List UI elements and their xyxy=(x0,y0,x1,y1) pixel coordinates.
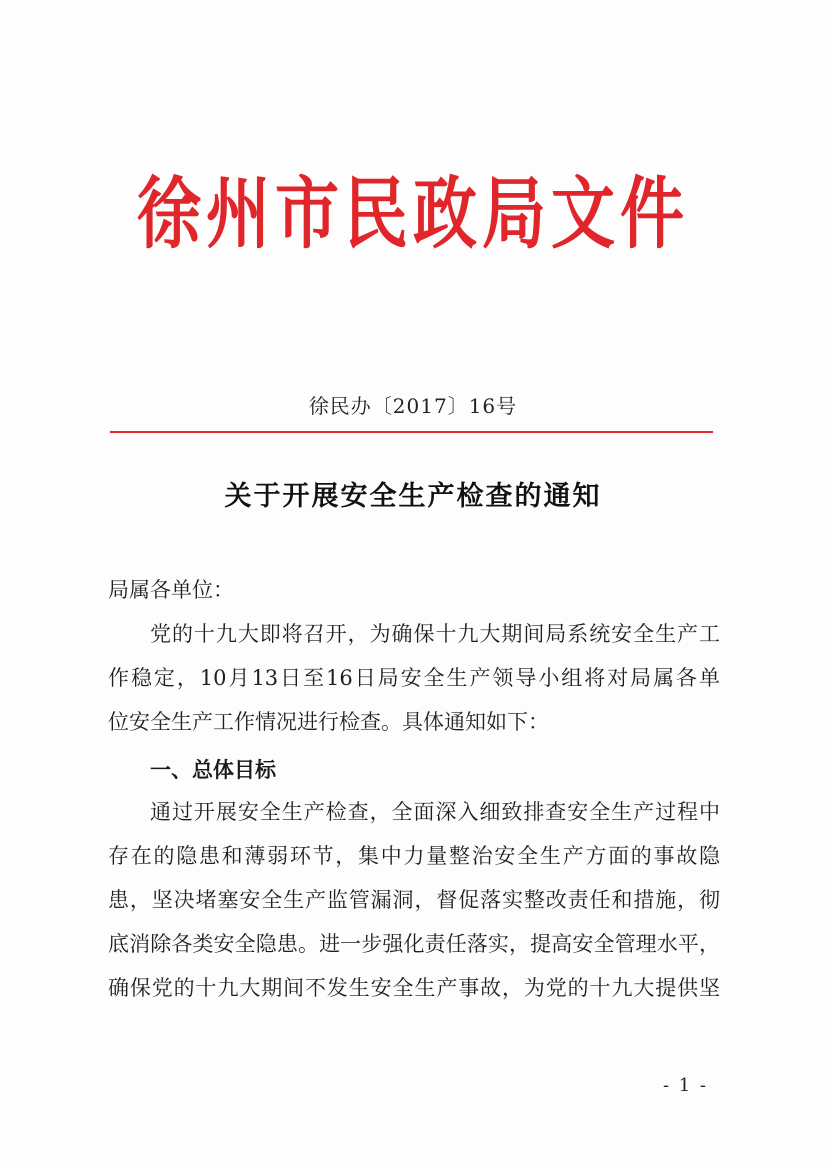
salutation: 局属各单位： xyxy=(108,578,234,602)
paragraph-line: 存在的隐患和薄弱环节，集中力量整治安全生产方面的事故隐 xyxy=(108,844,720,868)
paragraph-line: 底消除各类安全隐患。进一步强化责任落实，提高安全管理水平， xyxy=(108,932,720,956)
document-masthead: 徐州市民政局文件 xyxy=(137,168,689,261)
paragraph-line: 患，坚决堵塞安全生产监管漏洞，督促落实整改责任和措施，彻 xyxy=(108,888,720,912)
paragraph-line: 位安全生产工作情况进行检查。具体通知如下： xyxy=(108,710,549,734)
document-number: 徐民办〔2017〕16号 xyxy=(308,394,518,418)
paragraph-line: 作稳定，10月13日至16日局安全生产领导小组将对局属各单 xyxy=(108,666,720,690)
red-separator-line xyxy=(110,431,713,433)
paragraph-line: 通过开展安全生产检查，全面深入细致排查安全生产过程中 xyxy=(150,800,720,824)
section-heading: 一、总体目标 xyxy=(150,758,276,782)
paragraph-line: 确保党的十九大期间不发生安全生产事故，为党的十九大提供坚 xyxy=(108,976,720,1000)
paragraph-line: 党的十九大即将召开，为确保十九大期间局系统安全生产工 xyxy=(150,622,720,646)
document-title: 关于开展安全生产检查的通知 xyxy=(224,481,602,512)
page-number: - 1 - xyxy=(662,1075,708,1096)
